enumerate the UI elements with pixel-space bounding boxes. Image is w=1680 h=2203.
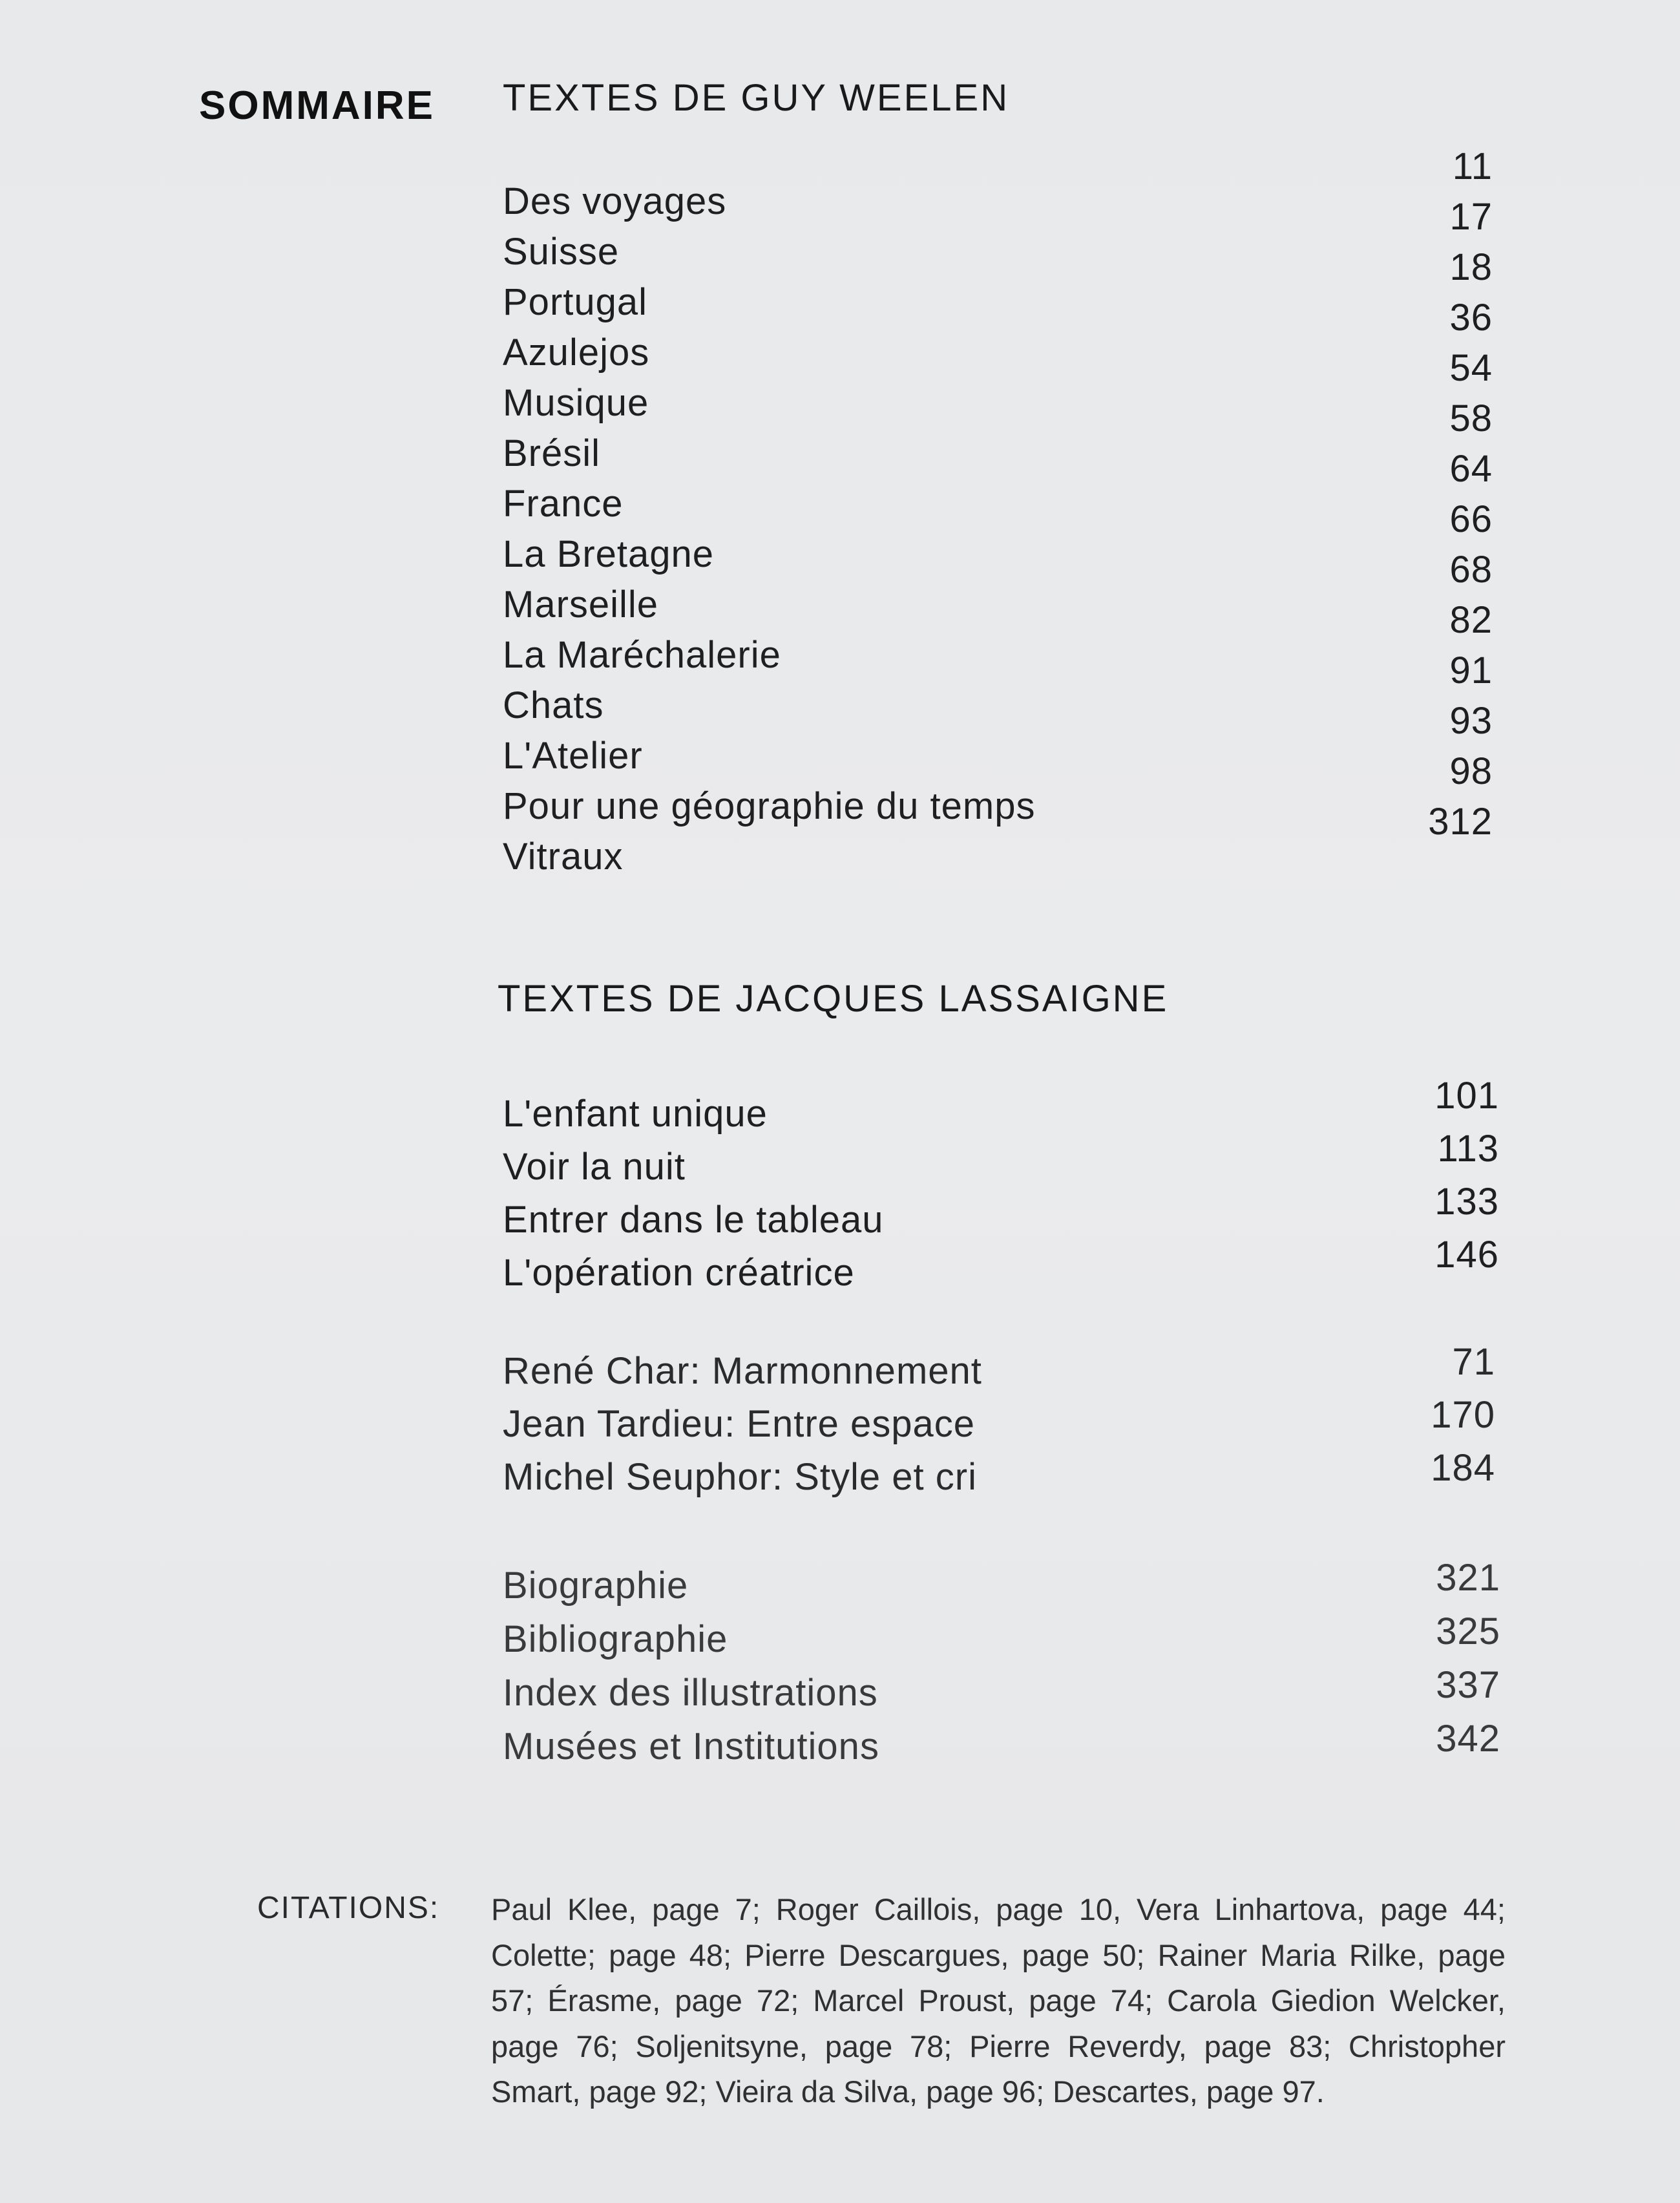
toc-entry [498, 1610, 1500, 1671]
toc-entry-page: 342 [1436, 1718, 1500, 1760]
toc-entry-page: 64 [1449, 448, 1493, 490]
toc-entry-page: 66 [1449, 498, 1493, 540]
toc-entry-label: Biographie [503, 1565, 689, 1607]
toc-entry-label: Entrer dans le tableau [503, 1199, 884, 1241]
toc-entry-page: 170 [1431, 1394, 1495, 1436]
toc-entry [498, 1075, 1499, 1145]
toc-lassaigne [498, 1075, 1499, 1304]
toc-entry-page: 18 [1449, 246, 1493, 288]
toc-entry-label: Index des illustrations [503, 1672, 878, 1714]
toc-entry-label: L'opération créatrice [503, 1252, 855, 1294]
citations-label: CITATIONS: [257, 1891, 440, 1925]
toc-entry [498, 1718, 1500, 1778]
toc-entry-label: L'Atelier [503, 735, 643, 777]
toc-entry-page: 146 [1434, 1234, 1499, 1276]
toc-entry-page: 17 [1449, 196, 1493, 238]
contents-heading: SOMMAIRE [199, 83, 435, 128]
toc-entry-label: Vitraux [503, 836, 624, 878]
toc-entry-label: Azulejos [503, 332, 650, 374]
toc-entry-page: 36 [1449, 297, 1493, 339]
toc-entry-label: France [503, 483, 624, 525]
toc-appendix [498, 1557, 1500, 1778]
toc-entry-label: Des voyages [503, 180, 727, 222]
toc-entry-label: Chats [503, 684, 604, 726]
toc-entry-label: Portugal [503, 281, 648, 323]
toc-entry-label: La Maréchalerie [503, 634, 781, 676]
toc-entry-page: 101 [1434, 1075, 1499, 1117]
toc-entry-label: Voir la nuit [503, 1146, 686, 1188]
toc-entry [498, 1447, 1495, 1508]
section-title-weelen: TEXTES DE GUY WEELEN [503, 77, 1010, 119]
toc-entry-page: 98 [1449, 750, 1493, 792]
toc-entry-label: Musique [503, 382, 649, 424]
toc-entry-page: 93 [1449, 700, 1493, 742]
toc-entry-label: Pour une géographie du temps [503, 785, 1036, 827]
toc-entry-page: 91 [1449, 649, 1493, 691]
toc-entry-label: René Char: Marmonnement [503, 1350, 982, 1392]
toc-entry-page: 325 [1436, 1610, 1500, 1652]
toc-entry [498, 1128, 1499, 1198]
toc-entry-label: Jean Tardieu: Entre espace [503, 1403, 976, 1445]
toc-entry-page: 184 [1431, 1447, 1495, 1489]
toc-entry-page: 321 [1436, 1557, 1500, 1599]
toc-entry-label: Musées et Institutions [503, 1725, 879, 1767]
toc-entry [498, 1394, 1495, 1455]
toc-entry-label: Bibliographie [503, 1618, 728, 1660]
toc-entry-page: 113 [1437, 1128, 1499, 1170]
toc-entry-label: Michel Seuphor: Style et cri [503, 1456, 977, 1498]
citations-text: Paul Klee, page 7; Roger Caillois, page 10, Vera Linhartova, page 44; Colette; page 48; Pierre Descargues, page 50; Rainer Maria Rilke, page 57; Érasme, page 72; Marcel Proust, page 74; Carola Giedion Welcker, page 76; Soljenitsyne, page 78; Pierre Reverdy, page 83; Christopher Smart, page 92; Vieira da Silva, page 96; Descartes, page 97. [491, 1892, 1506, 2109]
toc-weelen [498, 145, 1493, 885]
toc-entry-label: Suisse [503, 231, 620, 273]
toc-entry [498, 145, 1493, 230]
toc-entry [498, 1234, 1499, 1304]
toc-entry [498, 1664, 1500, 1725]
toc-entry-page: 133 [1434, 1181, 1499, 1223]
toc-entry-page: 58 [1449, 397, 1493, 439]
toc-entry-label: Brésil [503, 432, 601, 474]
toc-entry-page: 68 [1449, 549, 1493, 591]
toc-entry-page: 71 [1452, 1341, 1495, 1383]
toc-entry-page: 54 [1449, 347, 1493, 389]
toc-entry [498, 1181, 1499, 1251]
toc-entry-page: 82 [1449, 599, 1493, 641]
toc-entry [498, 1341, 1495, 1402]
toc-entry-label: Marseille [503, 584, 659, 626]
toc-entry-page: 312 [1428, 801, 1493, 843]
toc-entry-label: L'enfant unique [503, 1093, 768, 1135]
section-title-lassaigne: TEXTES DE JACQUES LASSAIGNE [498, 978, 1169, 1020]
toc-entry-label: La Bretagne [503, 533, 715, 575]
toc-entry-page: 11 [1452, 145, 1493, 187]
toc-poets [498, 1341, 1495, 1508]
toc-entry-page: 337 [1436, 1664, 1500, 1706]
toc-entry [498, 1557, 1500, 1618]
